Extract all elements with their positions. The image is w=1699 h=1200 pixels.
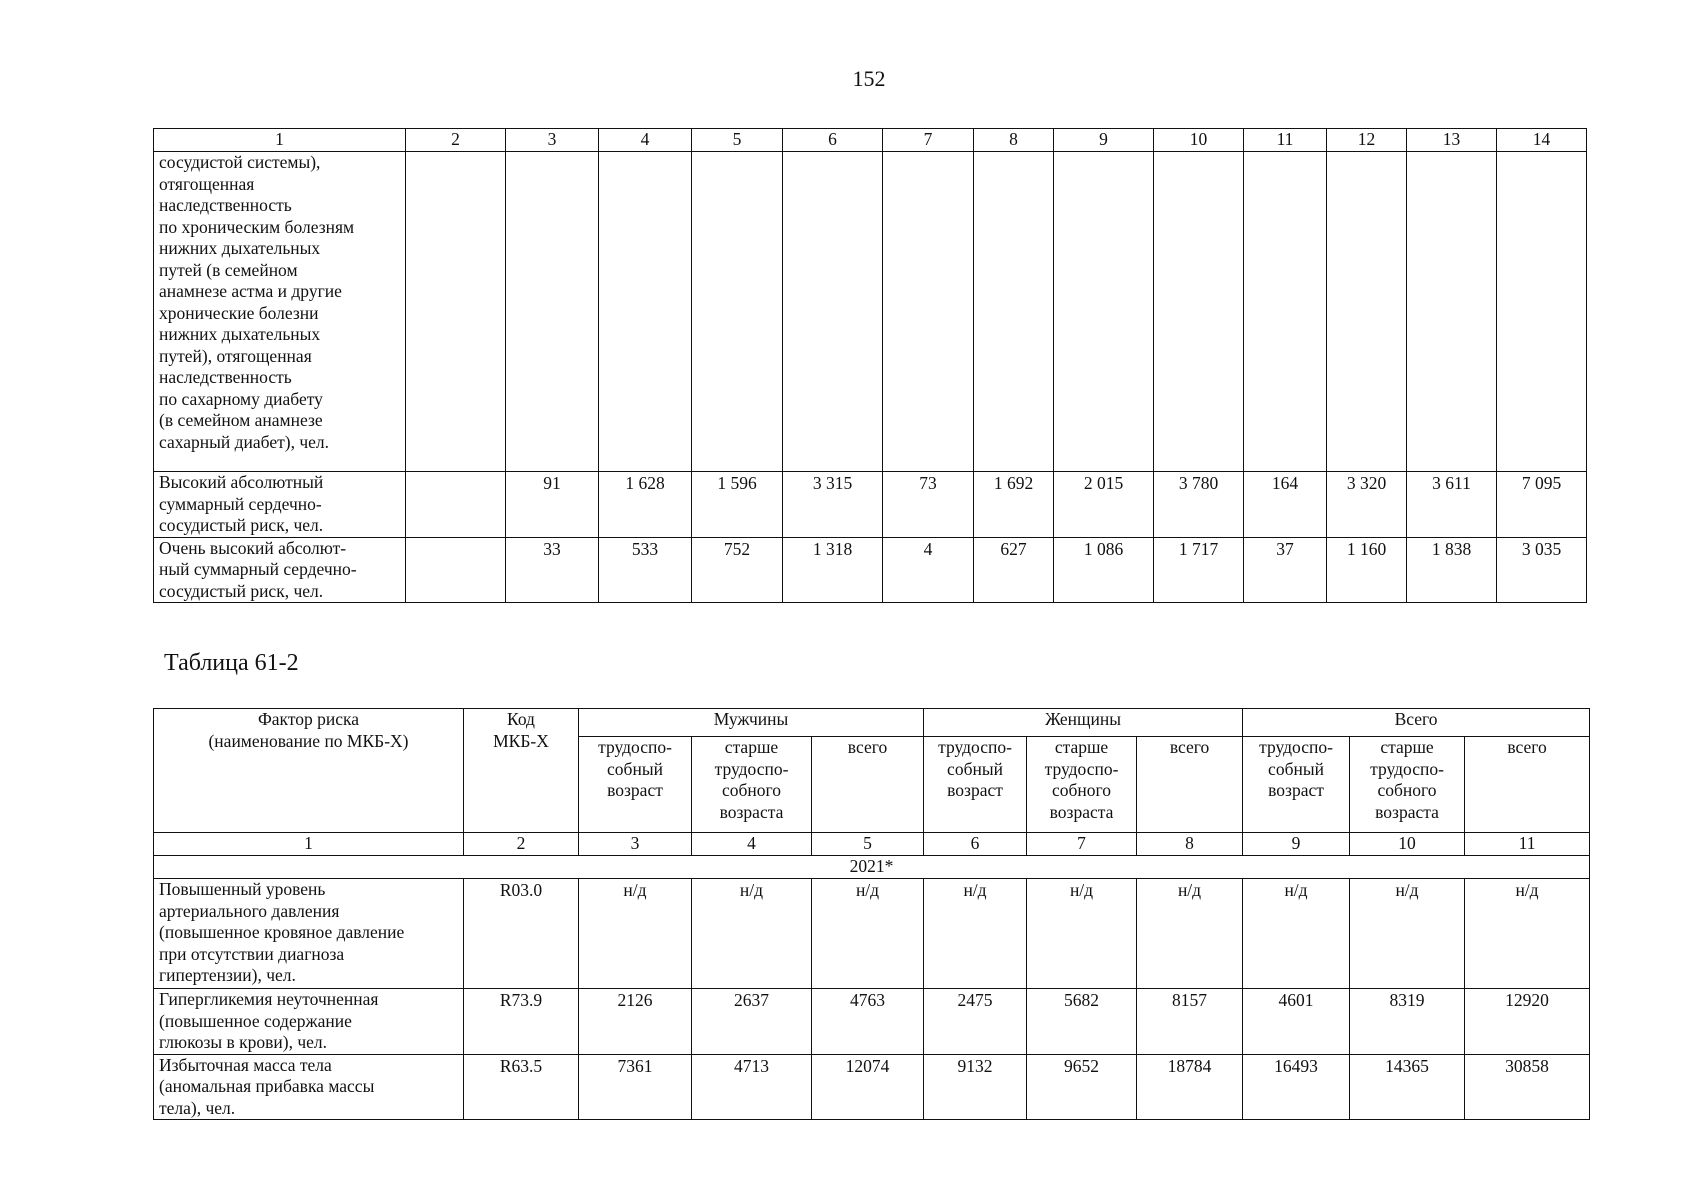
cell-value: 12920 (1465, 989, 1590, 1055)
column-number-row (154, 129, 1587, 152)
header-sub: всего (1465, 737, 1590, 833)
row-label: Повышенный уровень артериального давления (повышенное кровяное давление при отсутствии диагноза гипертензии), чел. (154, 879, 464, 989)
column-number: 9 (1054, 129, 1154, 152)
cell-value: 8157 (1137, 989, 1243, 1055)
table-row (154, 472, 1587, 538)
row-label: сосудистой системы), отягощенная наследственность по хроническим болезням нижних дыхательных путей (в семейном анамнезе астма и другие хронические болезни нижних дыхательных путей), отягощенная наследственность по сахарному диабету (в семейном анамнезе сахарный диабет), чел. (154, 152, 406, 472)
cell-value: 5682 (1027, 989, 1137, 1055)
column-number: 1 (154, 833, 464, 856)
cell-value: 752 (692, 537, 783, 603)
cell-value: 1 717 (1154, 537, 1244, 603)
cell-value: 12074 (812, 1054, 924, 1120)
column-number: 3 (506, 129, 599, 152)
cell-value: н/д (1350, 879, 1465, 989)
cell-value: 3 035 (1497, 537, 1587, 603)
cell-value (783, 152, 883, 472)
cell-value: н/д (579, 879, 692, 989)
column-number: 2 (464, 833, 579, 856)
column-number: 4 (599, 129, 692, 152)
cell-value: 3 780 (1154, 472, 1244, 538)
page-number: 152 (852, 66, 886, 91)
cell-value: 8319 (1350, 989, 1465, 1055)
header-sub: старше трудоспо- собного возраста (1350, 737, 1465, 833)
cell-value (1154, 152, 1244, 472)
cell-value (692, 152, 783, 472)
cell-value: 2475 (924, 989, 1027, 1055)
cell-value: 30858 (1465, 1054, 1590, 1120)
cell-value: н/д (692, 879, 812, 989)
risk-factors-table (153, 708, 1590, 1120)
header-sub: старше трудоспо- собного возраста (1027, 737, 1137, 833)
column-number: 7 (1027, 833, 1137, 856)
cell-value: 2126 (579, 989, 692, 1055)
column-number: 13 (1407, 129, 1497, 152)
cell-value: 16493 (1243, 1054, 1350, 1120)
column-number: 6 (783, 129, 883, 152)
header-group-men: Мужчины (579, 709, 924, 737)
column-number: 10 (1350, 833, 1465, 856)
cell-value: 73 (883, 472, 974, 538)
cell-value: 1 086 (1054, 537, 1154, 603)
cell-value: 3 611 (1407, 472, 1497, 538)
cell-value: 533 (599, 537, 692, 603)
row-code (406, 537, 506, 603)
cell-value: н/д (1465, 879, 1590, 989)
year-label: 2021* (154, 856, 1590, 879)
row-label: Очень высокий абсолют- ный суммарный сердечно- сосудистый риск, чел. (154, 537, 406, 603)
column-number: 6 (924, 833, 1027, 856)
row-code: R73.9 (464, 989, 579, 1055)
cell-value: 1 628 (599, 472, 692, 538)
column-number: 11 (1244, 129, 1327, 152)
header-group-total: Всего (1243, 709, 1590, 737)
cell-value: 164 (1244, 472, 1327, 538)
column-number: 4 (692, 833, 812, 856)
row-code: R03.0 (464, 879, 579, 989)
column-number: 2 (406, 129, 506, 152)
cell-value: 2 015 (1054, 472, 1154, 538)
cell-value: 1 160 (1327, 537, 1407, 603)
cell-value: 4601 (1243, 989, 1350, 1055)
header-group-women: Женщины (924, 709, 1243, 737)
column-number: 12 (1327, 129, 1407, 152)
cell-value: 1 596 (692, 472, 783, 538)
header-sub: старше трудоспо- собного возраста (692, 737, 812, 833)
cell-value: 1 692 (974, 472, 1054, 538)
cell-value: 1 838 (1407, 537, 1497, 603)
cell-value: 91 (506, 472, 599, 538)
header-factor: Фактор риска (наименование по МКБ-Х) (154, 709, 464, 833)
cell-value: 7 095 (1497, 472, 1587, 538)
cell-value (1407, 152, 1497, 472)
header-sub: трудоспо- собный возраст (924, 737, 1027, 833)
column-number: 5 (692, 129, 783, 152)
cell-value: н/д (1137, 879, 1243, 989)
column-number: 7 (883, 129, 974, 152)
cell-value: 4713 (692, 1054, 812, 1120)
column-number: 11 (1465, 833, 1590, 856)
cell-value: 33 (506, 537, 599, 603)
cell-value (506, 152, 599, 472)
cell-value (1054, 152, 1154, 472)
cell-value: 3 315 (783, 472, 883, 538)
header-sub: всего (812, 737, 924, 833)
cell-value: 4763 (812, 989, 924, 1055)
cell-value: 2637 (692, 989, 812, 1055)
cell-value (1327, 152, 1407, 472)
table-row (154, 879, 1590, 989)
header-code: Код МКБ-Х (464, 709, 579, 833)
header-sub: всего (1137, 737, 1243, 833)
table-row (154, 152, 1587, 472)
row-label: Избыточная масса тела (аномальная прибавка массы тела), чел. (154, 1054, 464, 1120)
cell-value: н/д (812, 879, 924, 989)
row-code: R63.5 (464, 1054, 579, 1120)
column-number: 10 (1154, 129, 1244, 152)
cell-value: 1 318 (783, 537, 883, 603)
table-row (154, 1054, 1590, 1120)
column-number: 8 (974, 129, 1054, 152)
header-sub: трудоспо- собный возраст (579, 737, 692, 833)
cell-value (1497, 152, 1587, 472)
column-number: 3 (579, 833, 692, 856)
cell-value: 18784 (1137, 1054, 1243, 1120)
cell-value: 4 (883, 537, 974, 603)
column-number: 5 (812, 833, 924, 856)
row-code (406, 472, 506, 538)
cell-value (1244, 152, 1327, 472)
row-label: Высокий абсолютный суммарный сердечно- сосудистый риск, чел. (154, 472, 406, 538)
column-number: 1 (154, 129, 406, 152)
cell-value: 14365 (1350, 1054, 1465, 1120)
table-continuation (153, 128, 1587, 603)
row-code (406, 152, 506, 472)
column-number: 8 (1137, 833, 1243, 856)
cell-value: 7361 (579, 1054, 692, 1120)
cell-value (974, 152, 1054, 472)
cell-value: 627 (974, 537, 1054, 603)
cell-value: 37 (1244, 537, 1327, 603)
cell-value: 9652 (1027, 1054, 1137, 1120)
table-row (154, 989, 1590, 1055)
table-row (154, 537, 1587, 603)
column-number: 14 (1497, 129, 1587, 152)
column-number: 9 (1243, 833, 1350, 856)
cell-value: 9132 (924, 1054, 1027, 1120)
cell-value (599, 152, 692, 472)
table-caption: Таблица 61-2 (164, 650, 299, 676)
year-row (154, 856, 1590, 879)
cell-value: н/д (1243, 879, 1350, 989)
cell-value: н/д (1027, 879, 1137, 989)
cell-value: 3 320 (1327, 472, 1407, 538)
cell-value: н/д (924, 879, 1027, 989)
column-number-row (154, 833, 1590, 856)
row-label: Гипергликемия неуточненная (повышенное содержание глюкозы в крови), чел. (154, 989, 464, 1055)
header-sub: трудоспо- собный возраст (1243, 737, 1350, 833)
cell-value (883, 152, 974, 472)
